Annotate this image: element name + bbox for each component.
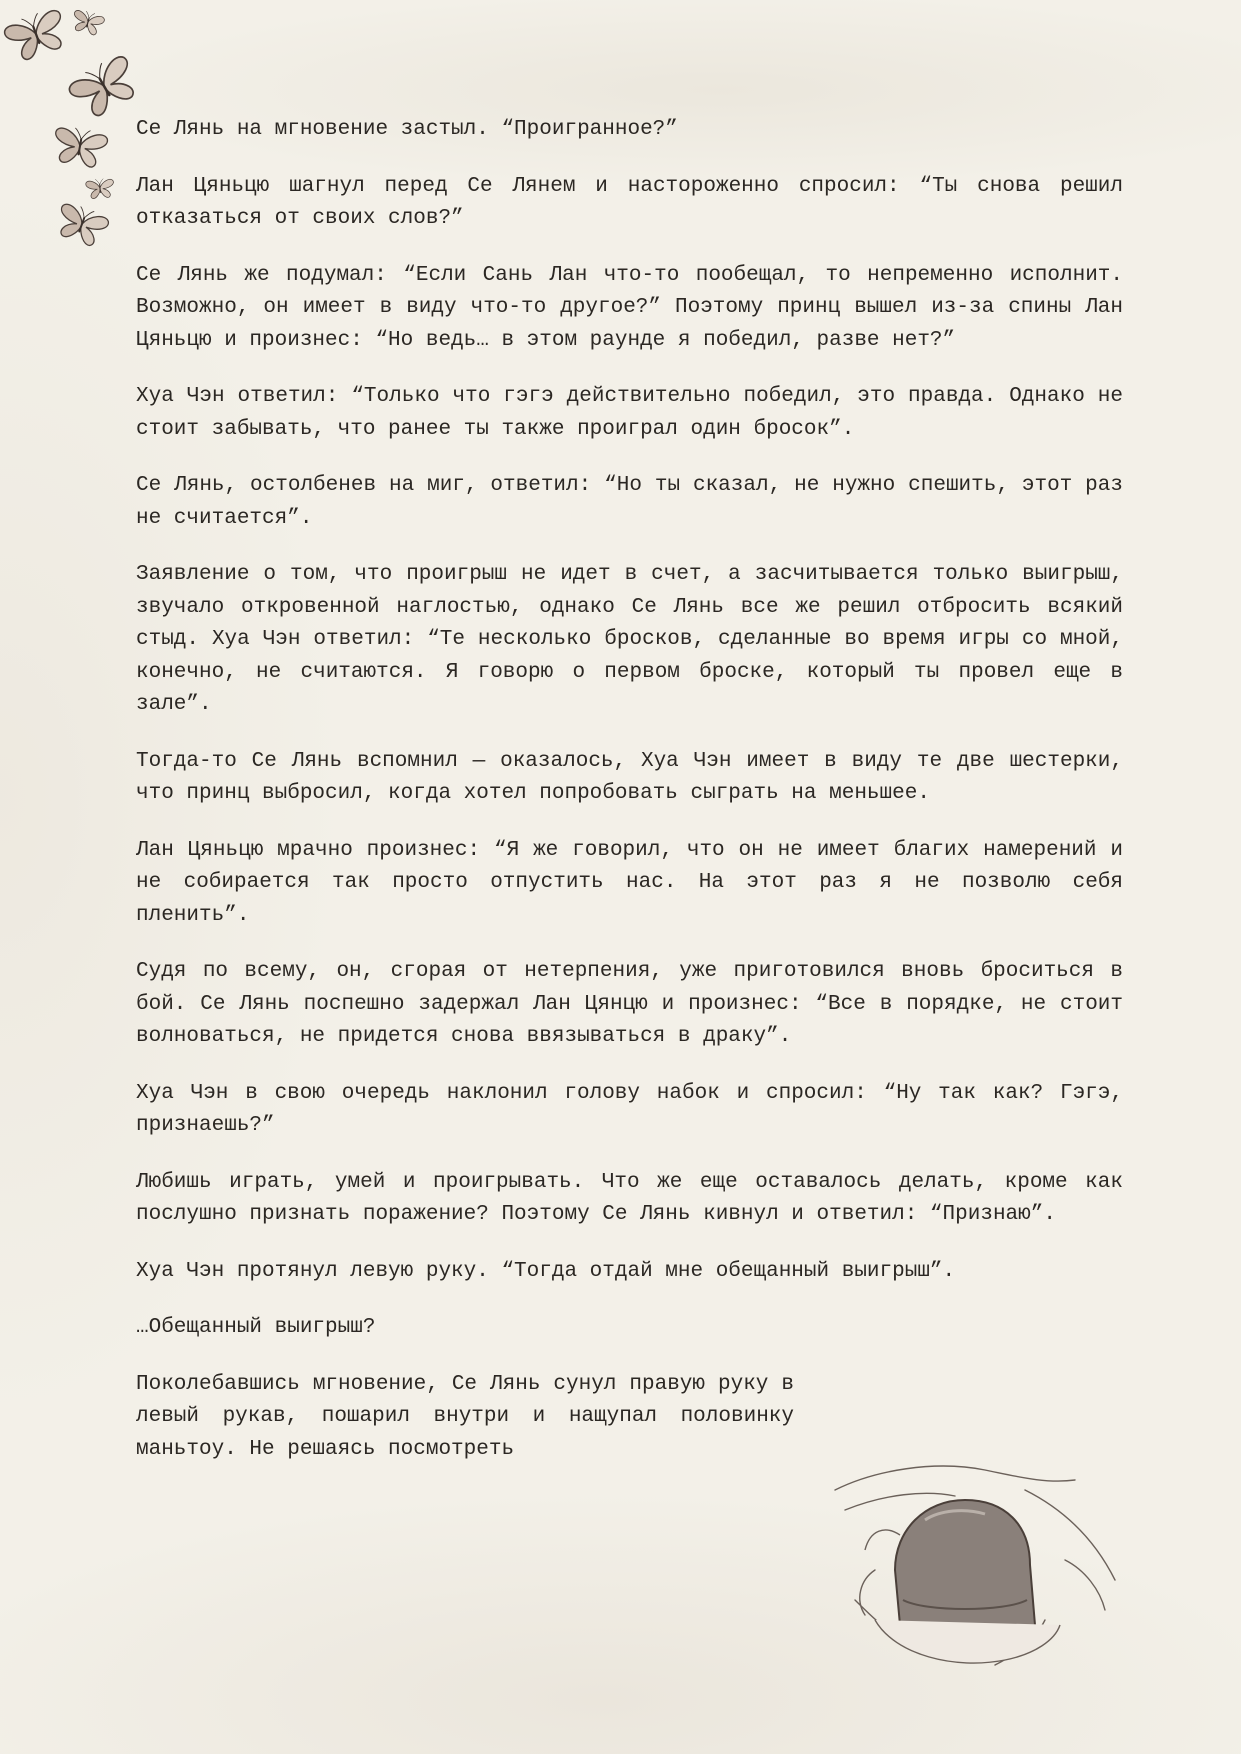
paragraph: Лан Цяньцю шагнул перед Се Лянем и настороженно спросил: “Ты снова решил отказаться от своих слов?”	[136, 174, 1123, 230]
paragraph: Заявление о том, что проигрыш не идет в счет, а засчитывается только выигрыш, звучало откровенной наглостью, однако Се Лянь все же решил отбросить всякий стыд. Хуа Чэн ответил: “Те несколько бросков, сделанные во время игры со мной, конечно, не считаются. Я говорю о первом броске, который ты провел еще в зале”.	[136, 563, 1123, 716]
paragraph: Хуа Чэн в свою очередь наклонил голову набок и спросил: “Ну так как? Гэгэ, признаешь?”	[136, 1081, 1123, 1137]
paragraph: Хуа Чэн протянул левую руку. “Тогда отдай мне обещанный выигрыш”.	[136, 1259, 956, 1283]
paragraph: Се Лянь, остолбенев на миг, ответил: “Но ты сказал, не нужно спешить, этот раз не считается”.	[136, 474, 1123, 530]
paragraph: Се Лянь на мгновение застыл. “Проигранное?”	[136, 118, 678, 141]
paragraph: Тогда-то Се Лянь вспомнил — оказалось, Хуа Чэн имеет в виду те две шестерки, что принц выбросил, когда хотел попробовать сыграть на меньшее.	[136, 749, 1123, 805]
paragraph: Любишь играть, умей и проигрывать. Что же еще оставалось делать, кроме как послушно признать поражение? Поэтому Се Лянь кивнул и ответил: “Признаю”.	[136, 1170, 1123, 1226]
paragraph: Се Лянь же подумал: “Если Сань Лан что-то пообещал, то непременно исполнит. Возможно, он имеет в виду что-то другое?” Поэтому принц вышел из-за спины Лан Цяньцю и произнес: “Но ведь… в этом раунде я победил, разве нет?”	[136, 263, 1123, 352]
paragraph: …Обещанный выигрыш?	[136, 1316, 376, 1339]
butterflies-icon	[0, 0, 150, 260]
paragraph: Судя по всему, он, сгорая от нетерпения, уже приготовился вновь броситься в бой. Се Лянь поспешно задержал Лан Цянцю и произнес: “Все в порядке, не стоит волноваться, не придется снова ввязываться в драку”.	[136, 960, 1123, 1048]
document-body	[136, 114, 1123, 1490]
paragraph: Лан Цяньцю мрачно произнес: “Я же говорил, что он не имеет благих намерений и не собирается так просто отпустить нас. На этот раз я не позволю себя пленить”.	[136, 838, 1123, 927]
paragraph: Поколебавшись мгновение, Се Лянь сунул правую руку в левый рукав, пошарил внутри и нащупал половинку маньтоу. Не решаясь посмотреть	[136, 1372, 794, 1461]
paragraph: Хуа Чэн ответил: “Только что гэгэ действительно победил, это правда. Однако не стоит забывать, что ранее ты также проиграл один бросок”.	[136, 385, 1123, 441]
